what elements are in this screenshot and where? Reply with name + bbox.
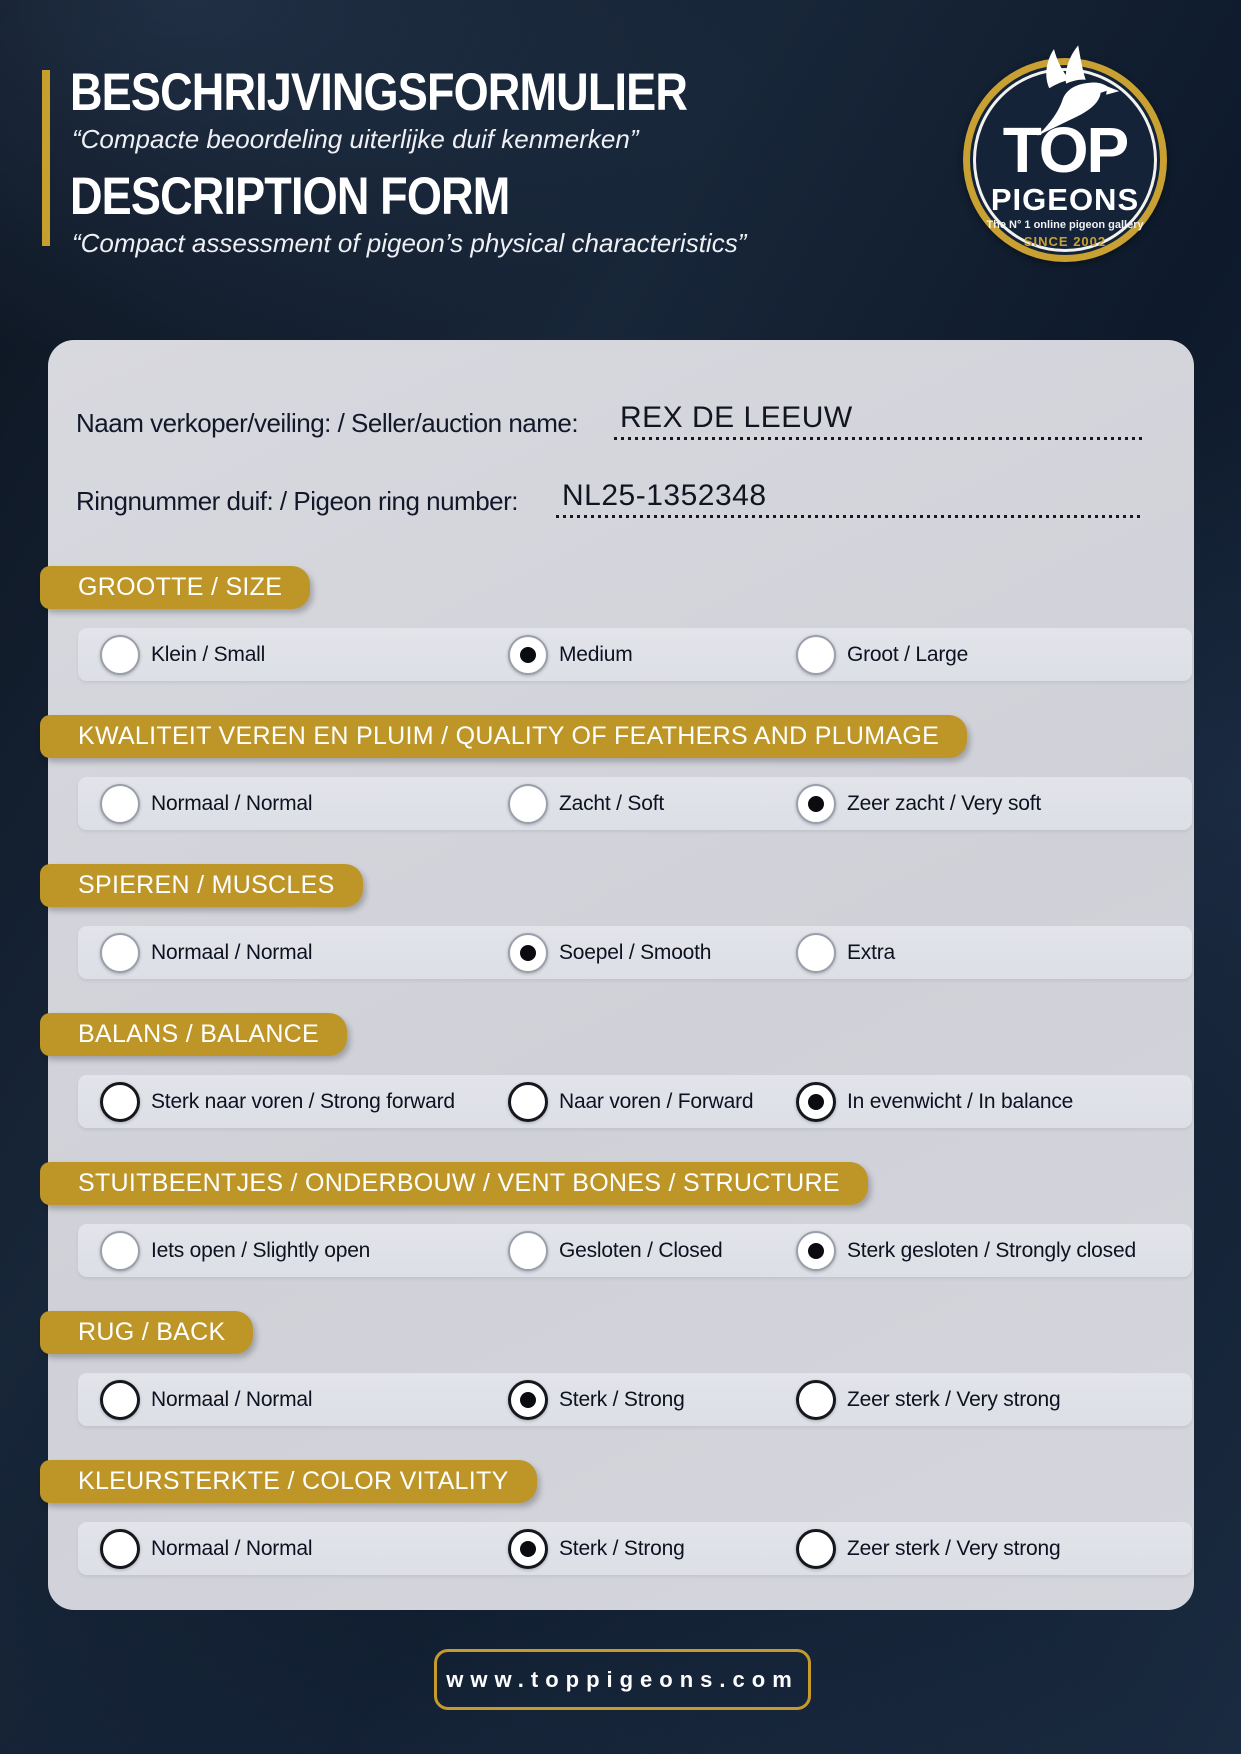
radio-option[interactable] xyxy=(796,1373,1060,1426)
radio-option[interactable] xyxy=(508,1522,685,1575)
header-accent-bar xyxy=(42,70,50,246)
radio-selected-icon[interactable] xyxy=(796,1082,836,1122)
radio-unselected-icon[interactable] xyxy=(508,1082,548,1122)
radio-option[interactable] xyxy=(100,628,265,681)
ring-number-label: Ringnummer duif: / Pigeon ring number: xyxy=(76,486,519,516)
option-label: Normaal / Normal xyxy=(151,791,313,815)
radio-option[interactable] xyxy=(100,1075,455,1128)
option-row xyxy=(78,926,1192,979)
option-label: Gesloten / Closed xyxy=(559,1238,723,1262)
radio-option[interactable] xyxy=(796,926,895,979)
option-label: Zeer sterk / Very strong xyxy=(847,1536,1061,1560)
radio-option[interactable] xyxy=(508,628,633,681)
option-label: In evenwicht / In balance xyxy=(847,1089,1074,1113)
seller-name-label: Naam verkoper/veiling: / Seller/auction name: xyxy=(76,408,579,438)
option-label: Naar voren / Forward xyxy=(559,1089,754,1113)
radio-unselected-icon[interactable] xyxy=(508,784,548,824)
seller-name-value[interactable]: REX DE LEEUW xyxy=(620,401,853,434)
website-box xyxy=(434,1649,811,1710)
option-label: Soepel / Smooth xyxy=(559,940,712,964)
option-label: Groot / Large xyxy=(847,642,969,666)
page-title-dutch: BESCHRIJVINGSFORMULIER xyxy=(70,63,688,122)
radio-option[interactable] xyxy=(796,777,1041,830)
radio-selected-icon[interactable] xyxy=(796,1231,836,1271)
radio-unselected-icon[interactable] xyxy=(100,933,140,973)
logo-since-badge: SINCE 2002 xyxy=(1023,234,1107,249)
radio-dot xyxy=(808,1094,824,1110)
radio-unselected-icon[interactable] xyxy=(100,1231,140,1271)
section-header-kwaliteit: KWALITEIT VEREN EN PLUIM / QUALITY OF FEATHERS AND PLUMAGE xyxy=(40,715,967,758)
radio-unselected-icon[interactable] xyxy=(796,933,836,973)
radio-option[interactable] xyxy=(100,777,312,830)
option-label: Sterk / Strong xyxy=(559,1536,685,1560)
radio-unselected-icon[interactable] xyxy=(100,784,140,824)
radio-unselected-icon[interactable] xyxy=(796,1380,836,1420)
radio-unselected-icon[interactable] xyxy=(796,1529,836,1569)
seller-name-input-line[interactable] xyxy=(614,437,1142,440)
radio-unselected-icon[interactable] xyxy=(100,1082,140,1122)
option-row xyxy=(78,1373,1192,1426)
radio-dot xyxy=(520,1541,536,1557)
radio-selected-icon[interactable] xyxy=(796,784,836,824)
ring-number-input-line[interactable] xyxy=(556,515,1142,518)
logo-tagline: The N° 1 online pigeon gallery xyxy=(986,219,1144,231)
radio-dot xyxy=(808,1243,824,1259)
option-row xyxy=(78,628,1192,681)
radio-unselected-icon[interactable] xyxy=(100,1529,140,1569)
radio-option[interactable] xyxy=(100,1224,370,1277)
radio-dot xyxy=(520,647,536,663)
option-label: Normaal / Normal xyxy=(151,940,313,964)
radio-option[interactable] xyxy=(508,1224,723,1277)
website-link[interactable]: www.toppigeons.com xyxy=(446,1666,799,1692)
radio-selected-icon[interactable] xyxy=(508,1380,548,1420)
option-label: Zeer sterk / Very strong xyxy=(847,1387,1061,1411)
logo-word-top: TOP xyxy=(1002,114,1128,186)
section-header-stuitbeentjes: STUITBEENTJES / ONDERBOUW / VENT BONES / STRUCTURE xyxy=(40,1162,868,1205)
radio-option[interactable] xyxy=(508,777,664,830)
radio-dot xyxy=(520,1392,536,1408)
radio-option[interactable] xyxy=(508,1373,685,1426)
section-header-kleursterkte: KLEURSTERKTE / COLOR VITALITY xyxy=(40,1460,537,1503)
ring-number-value[interactable]: NL25-1352348 xyxy=(562,479,767,512)
option-label: Extra xyxy=(847,940,896,964)
radio-unselected-icon[interactable] xyxy=(796,635,836,675)
option-label: Normaal / Normal xyxy=(151,1387,313,1411)
radio-option[interactable] xyxy=(796,628,968,681)
option-label: Klein / Small xyxy=(151,642,266,666)
option-row xyxy=(78,1522,1192,1575)
option-label: Zacht / Soft xyxy=(559,791,664,815)
page-subtitle-english: “Compact assessment of pigeon’s physical characteristics” xyxy=(72,228,747,258)
radio-selected-icon[interactable] xyxy=(508,635,548,675)
radio-option[interactable] xyxy=(100,1522,312,1575)
section-header-balans: BALANS / BALANCE xyxy=(40,1013,347,1056)
radio-option[interactable] xyxy=(100,926,312,979)
option-row xyxy=(78,1224,1192,1277)
radio-selected-icon[interactable] xyxy=(508,1529,548,1569)
radio-unselected-icon[interactable] xyxy=(508,1231,548,1271)
radio-selected-icon[interactable] xyxy=(508,933,548,973)
section-header-spieren: SPIEREN / MUSCLES xyxy=(40,864,363,907)
radio-option[interactable] xyxy=(508,926,711,979)
radio-option[interactable] xyxy=(796,1224,1136,1277)
radio-dot xyxy=(808,796,824,812)
radio-unselected-icon[interactable] xyxy=(100,1380,140,1420)
option-label: Medium xyxy=(559,642,633,666)
option-label: Iets open / Slightly open xyxy=(151,1238,371,1262)
top-pigeons-logo xyxy=(963,58,1167,262)
radio-dot xyxy=(520,945,536,961)
section-header-rug: RUG / BACK xyxy=(40,1311,253,1354)
radio-unselected-icon[interactable] xyxy=(100,635,140,675)
logo-word-pigeons: PIGEONS xyxy=(990,182,1140,217)
option-label: Sterk / Strong xyxy=(559,1387,685,1411)
radio-option[interactable] xyxy=(796,1075,1073,1128)
section-header-grootte: GROOTTE / SIZE xyxy=(40,566,310,609)
page-subtitle-dutch: “Compacte beoordeling uiterlijke duif kenmerken” xyxy=(72,124,639,154)
radio-option[interactable] xyxy=(100,1373,312,1426)
option-label: Zeer zacht / Very soft xyxy=(847,791,1042,815)
page-title-english: DESCRIPTION FORM xyxy=(70,167,510,226)
radio-option[interactable] xyxy=(508,1075,753,1128)
radio-option[interactable] xyxy=(796,1522,1060,1575)
option-label: Sterk naar voren / Strong forward xyxy=(151,1089,455,1113)
option-label: Normaal / Normal xyxy=(151,1536,313,1560)
option-label: Sterk gesloten / Strongly closed xyxy=(847,1238,1136,1262)
option-row xyxy=(78,777,1192,830)
option-row xyxy=(78,1075,1192,1128)
